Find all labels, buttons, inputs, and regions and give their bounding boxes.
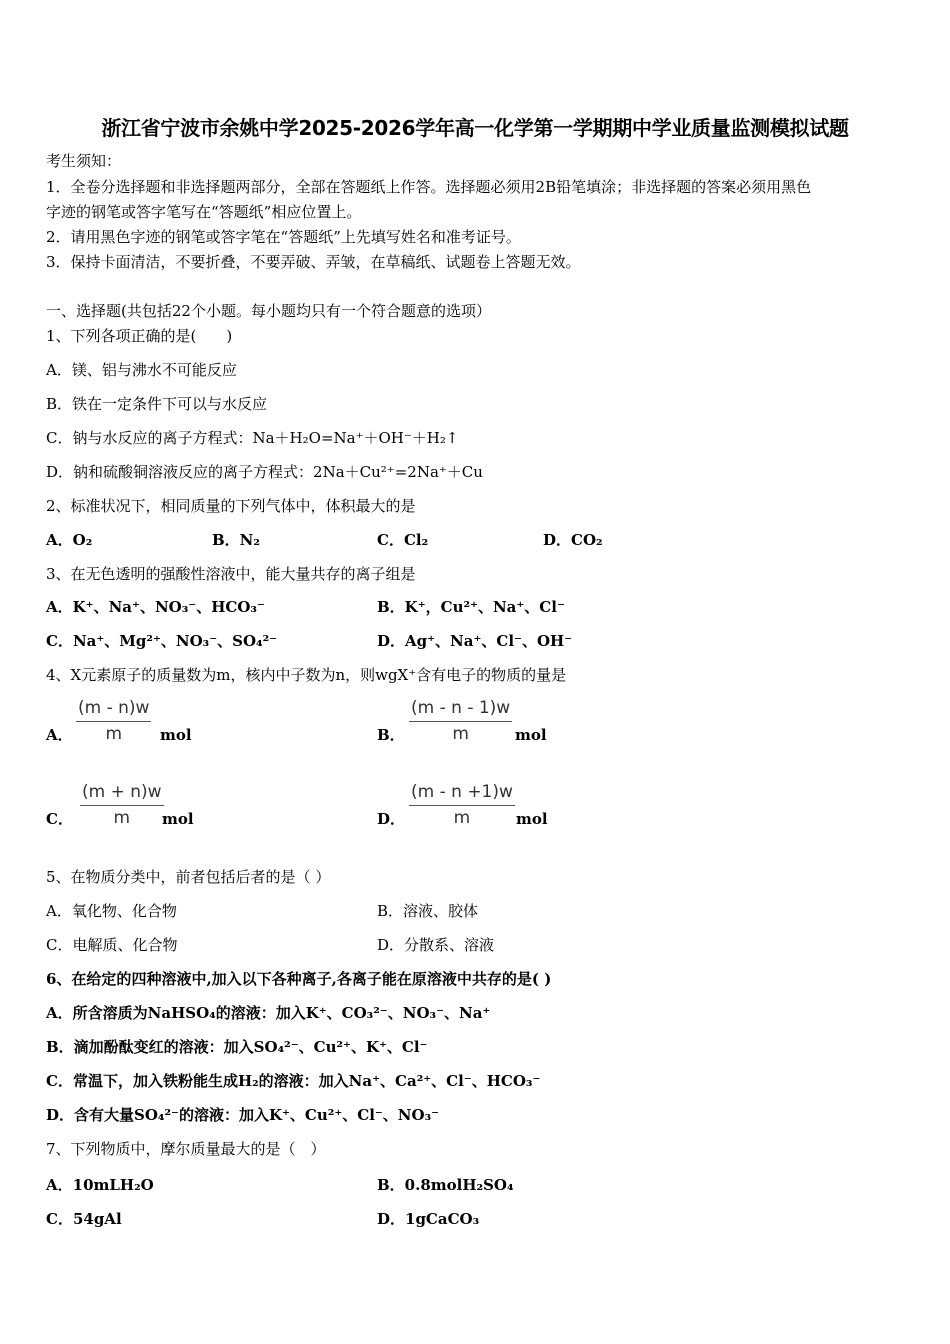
question-2-option-b: B．N₂ bbox=[212, 531, 260, 549]
question-4-option-c-label: C． bbox=[46, 810, 73, 828]
notice-item-3: 3．保持卡面清洁，不要折叠，不要弄破、弄皱，在草稿纸、试题卷上答题无效。 bbox=[46, 253, 581, 271]
question-6-option-b: B．滴加酚酞变红的溶液：加入SO₄²⁻、Cu²⁺、K⁺、Cl⁻ bbox=[46, 1038, 428, 1056]
fraction-numerator: (m - n - 1)w bbox=[409, 698, 512, 722]
question-5-option-c: C．电解质、化合物 bbox=[46, 936, 178, 954]
question-2-option-a: A．O₂ bbox=[46, 531, 93, 549]
fraction-denominator: m bbox=[113, 808, 131, 828]
question-6-stem: 6、在给定的四种溶液中,加入以下各种离子,各离子能在原溶液中共存的是( ) bbox=[46, 970, 552, 988]
question-4-option-a-unit: mol bbox=[160, 726, 192, 744]
question-3-option-d: D．Ag⁺、Na⁺、Cl⁻、OH⁻ bbox=[377, 632, 573, 650]
question-7-option-a: A．10mLH₂O bbox=[46, 1176, 154, 1194]
question-4-option-d-fraction bbox=[409, 782, 515, 828]
fraction-numerator: (m - n +1)w bbox=[409, 782, 515, 806]
question-7-option-d: D．1gCaCO₃ bbox=[377, 1210, 480, 1228]
question-1-option-c: C．钠与水反应的离子方程式：Na＋H₂O=Na⁺＋OH⁻＋H₂↑ bbox=[46, 429, 459, 447]
question-6-option-c: C．常温下，加入铁粉能生成H₂的溶液：加入Na⁺、Ca²⁺、Cl⁻、HCO₃⁻ bbox=[46, 1072, 541, 1090]
fraction-denominator: m bbox=[452, 724, 469, 744]
question-7-stem: 7、下列物质中，摩尔质量最大的是（ ） bbox=[46, 1140, 326, 1158]
question-5-option-b: B．溶液、胶体 bbox=[377, 902, 479, 920]
notice-item-1b: 字迹的钢笔或答字笔写在“答题纸”相应位置上。 bbox=[46, 203, 362, 221]
fraction-numerator: (m + n)w bbox=[80, 782, 164, 806]
page-title: 浙江省宁波市余姚中学2025-2026学年高一化学第一学期期中学业质量监测模拟试题 bbox=[101, 116, 849, 140]
question-4-option-c-unit: mol bbox=[162, 810, 194, 828]
section-heading: 一、选择题(共包括22个小题。每小题均只有一个符合题意的选项） bbox=[46, 302, 491, 320]
notice-item-1a: 1．全卷分选择题和非选择题两部分，全部在答题纸上作答。选择题必须用2B铅笔填涂；非选择题的答案必须用黑色 bbox=[46, 178, 812, 196]
question-1-option-b: B．铁在一定条件下可以与水反应 bbox=[46, 395, 268, 413]
question-4-option-b-fraction bbox=[409, 698, 512, 744]
question-3-option-c: C．Na⁺、Mg²⁺、NO₃⁻、SO₄²⁻ bbox=[46, 632, 278, 650]
notice-heading: 考生须知： bbox=[46, 152, 122, 170]
fraction-denominator: m bbox=[453, 808, 471, 828]
question-5-stem: 5、在物质分类中，前者包括后者的是（ ） bbox=[46, 868, 331, 886]
question-4-option-c-fraction bbox=[80, 782, 164, 828]
question-3-stem: 3、在无色透明的强酸性溶液中，能大量共存的离子组是 bbox=[46, 565, 416, 583]
question-2-option-c: C．Cl₂ bbox=[377, 531, 429, 549]
question-6-option-d: D．含有大量SO₄²⁻的溶液：加入K⁺、Cu²⁺、Cl⁻、NO₃⁻ bbox=[46, 1106, 440, 1124]
notice-item-2: 2．请用黑色字迹的钢笔或答字笔在“答题纸”上先填写姓名和准考证号。 bbox=[46, 228, 521, 246]
question-5-option-d: D．分散系、溶液 bbox=[377, 936, 495, 954]
question-4-option-d-unit: mol bbox=[516, 810, 548, 828]
question-4-option-a-fraction bbox=[76, 698, 151, 744]
fraction-numerator: (m - n)w bbox=[76, 698, 151, 722]
question-3-option-b: B．K⁺，Cu²⁺、Na⁺、Cl⁻ bbox=[377, 598, 565, 616]
question-4-stem: 4、X元素原子的质量数为m，核内中子数为n，则wgX⁺含有电子的物质的量是 bbox=[46, 666, 567, 684]
question-4-option-b-unit: mol bbox=[515, 726, 547, 744]
question-4-option-d-label: D． bbox=[377, 810, 406, 828]
question-1-stem: 1、下列各项正确的是( ) bbox=[46, 327, 233, 345]
question-1-option-d: D．钠和硫酸铜溶液反应的离子方程式：2Na＋Cu²⁺=2Na⁺＋Cu bbox=[46, 463, 483, 481]
question-7-option-c: C．54gAl bbox=[46, 1210, 122, 1228]
question-3-option-a: A．K⁺、Na⁺、NO₃⁻、HCO₃⁻ bbox=[46, 598, 265, 616]
question-7-option-b: B．0.8molH₂SO₄ bbox=[377, 1176, 514, 1194]
question-2-option-d: D．CO₂ bbox=[543, 531, 603, 549]
question-2-stem: 2、标准状况下，相同质量的下列气体中，体积最大的是 bbox=[46, 497, 416, 515]
question-1-option-a: A．镁、铝与沸水不可能反应 bbox=[46, 361, 237, 379]
question-5-option-a: A．氧化物、化合物 bbox=[46, 902, 177, 920]
fraction-denominator: m bbox=[105, 724, 122, 744]
question-6-option-a: A．所含溶质为NaHSO₄的溶液：加入K⁺、CO₃²⁻、NO₃⁻、Na⁺ bbox=[46, 1004, 491, 1022]
question-4-option-a-label: A． bbox=[46, 726, 73, 744]
question-4-option-b-label: B． bbox=[377, 726, 405, 744]
